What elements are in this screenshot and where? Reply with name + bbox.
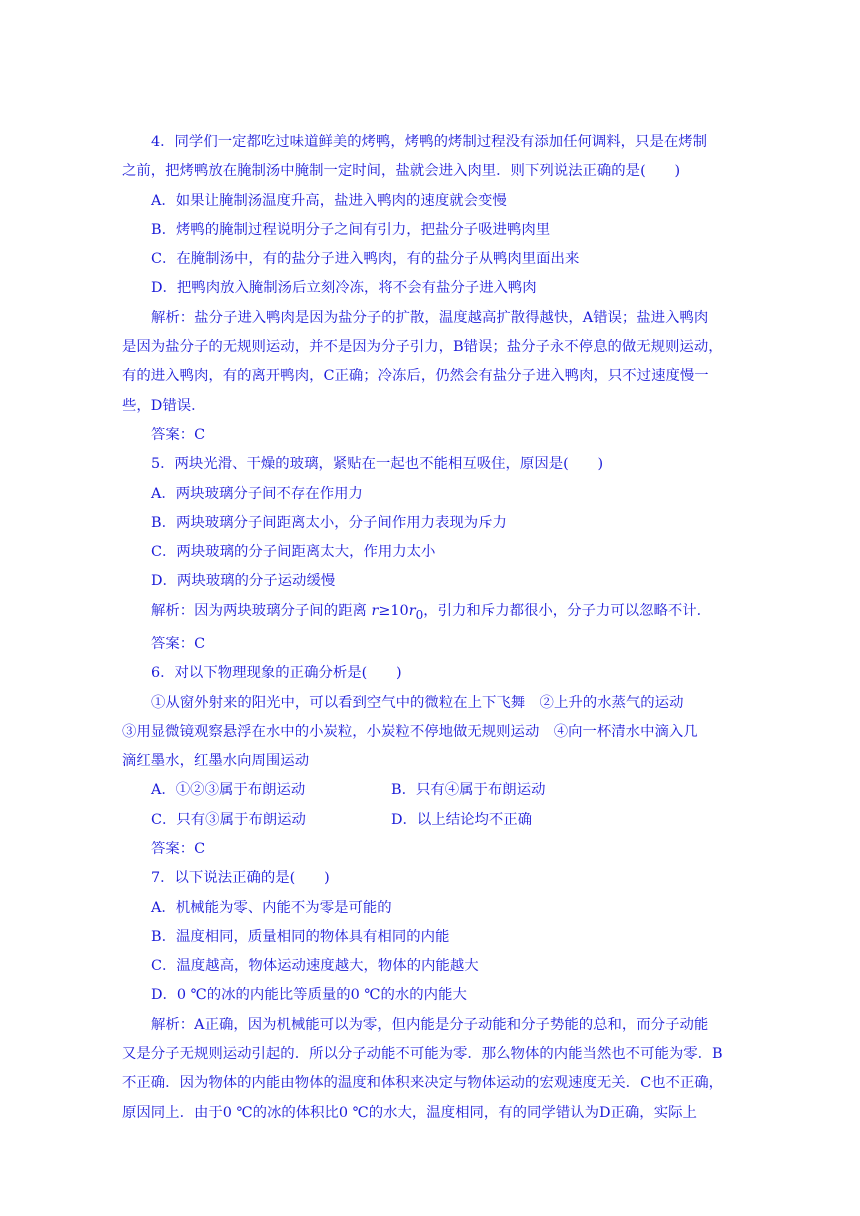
q6-option-d: D．以上结论均不正确 xyxy=(391,811,533,828)
q4-stem-line-1: 4．同学们一定都吃过味道鲜美的烤鸭，烤鸭的烤制过程没有添加任何调料，只是在烤制 xyxy=(151,134,708,150)
q4-analysis-line-2: 是因为盐分子的无规则运动，并不是因为分子引力，B错误；盐分子永不停息的做无规则运动， xyxy=(122,339,723,356)
q6-options-row-2 xyxy=(122,806,740,835)
q4-answer: 答案：C xyxy=(151,426,206,443)
q7-analysis-line-3: 不正确．因为物体的内能由物体的温度和体积来决定与物体运动的宏观速度无关．C也不正确， xyxy=(122,1075,724,1092)
q5-option-d: D．两块玻璃的分子运动缓慢 xyxy=(151,573,336,590)
q4-option-c: C．在腌制汤中，有的盐分子进入鸭肉，有的盐分子从鸭肉里面出来 xyxy=(151,251,580,268)
q7-option-c: C．温度越高，物体运动速度越大，物体的内能越大 xyxy=(151,958,479,975)
q5-answer: 答案：C xyxy=(151,635,206,652)
q6-option-b: B．只有④属于布朗运动 xyxy=(391,782,546,799)
q5-option-b: B．两块玻璃分子间距离太小，分子间作用力表现为斥力 xyxy=(151,514,507,531)
q7-option-d: D．0 ℃的冰的内能比等质量的0 ℃的水的内能大 xyxy=(151,987,467,1004)
q5-stem: 5．两块光滑、干燥的玻璃，紧贴在一起也不能相互吸住，原因是( ) xyxy=(151,456,604,473)
q5-analysis-var: r xyxy=(371,602,379,619)
q7-analysis-line-1: 解析：A正确，因为机械能可以为零，但内能是分子动能和分子势能的总和，而分子动能 xyxy=(151,1016,709,1033)
q6-body-line-3: 滴红墨水，红墨水向周围运动 xyxy=(122,753,310,770)
q6-option-c: C．只有③属于布朗运动 xyxy=(151,811,306,828)
q5-analysis xyxy=(122,597,740,630)
q5-analysis-zero: 0 xyxy=(415,607,424,622)
q4-stem-line-2: 之前，把烤鸭放在腌制汤中腌制一定时间，盐就会进入肉里．则下列说法正确的是( ) xyxy=(122,163,681,180)
q4-option-a: A．如果让腌制汤温度升高，盐进入鸭肉的速度就会变慢 xyxy=(151,192,507,209)
q7-option-a: A．机械能为零、内能不为零是可能的 xyxy=(151,899,392,916)
q7-option-b: B．温度相同，质量相同的物体具有相同的内能 xyxy=(151,928,450,945)
q5-option-a: A．两块玻璃分子间不存在作用力 xyxy=(151,485,363,502)
q7-analysis-line-2: 又是分子无规则运动引起的．所以分子动能不可能为零．那么物体的内能当然也不可能为零．B xyxy=(122,1046,723,1063)
q5-option-c: C．两块玻璃的分子间距离太大，作用力太小 xyxy=(151,544,436,561)
q4-option-d: D．把鸭肉放入腌制汤后立刻冷冻，将不会有盐分子进入鸭肉 xyxy=(151,280,537,297)
q5-analysis-pre: 解析：因为两块玻璃分子间的距离 xyxy=(151,602,372,619)
q5-analysis-mid: ≥10 xyxy=(378,602,409,619)
q6-stem: 6．对以下物理现象的正确分析是( ) xyxy=(151,665,402,682)
q5-analysis-sub: r xyxy=(408,602,416,619)
q6-body-line-1: ①从窗外射来的阳光中，可以看到空气中的微粒在上下飞舞 ②上升的水蒸气的运动 xyxy=(151,694,684,711)
q4-analysis-line-4: 些，D错误． xyxy=(122,397,206,414)
q6-options-row-1 xyxy=(122,776,740,805)
q4-option-b: B．烤鸭的腌制过程说明分子之间有引力，把盐分子吸进鸭肉里 xyxy=(151,221,551,238)
q4-analysis-line-1: 解析：盐分子进入鸭肉是因为盐分子的扩散，温度越高扩散得越快，A错误；盐进入鸭肉 xyxy=(151,309,709,326)
q5-analysis-post: ，引力和斥力都很小，分子力可以忽略不计． xyxy=(423,602,712,619)
q6-answer: 答案：C xyxy=(151,841,206,857)
q7-analysis-line-4: 原因同上．由于0 ℃的冰的体积比0 ℃的水大，温度相同，有的同学错认为D正确，实际上 xyxy=(122,1104,697,1121)
q7-stem: 7．以下说法正确的是( ) xyxy=(151,870,330,887)
q6-body-line-2: ③用显微镜观察悬浮在水中的小炭粒，小炭粒不停地做无规则运动 ④向一杯清水中滴入几 xyxy=(122,723,698,740)
q4-analysis-line-3: 有的进入鸭肉，有的离开鸭肉，C正确；冷冻后，仍然会有盐分子进入鸭肉，只不过速度慢一 xyxy=(122,368,709,385)
q6-option-a: A．①②③属于布朗运动 xyxy=(151,782,306,799)
